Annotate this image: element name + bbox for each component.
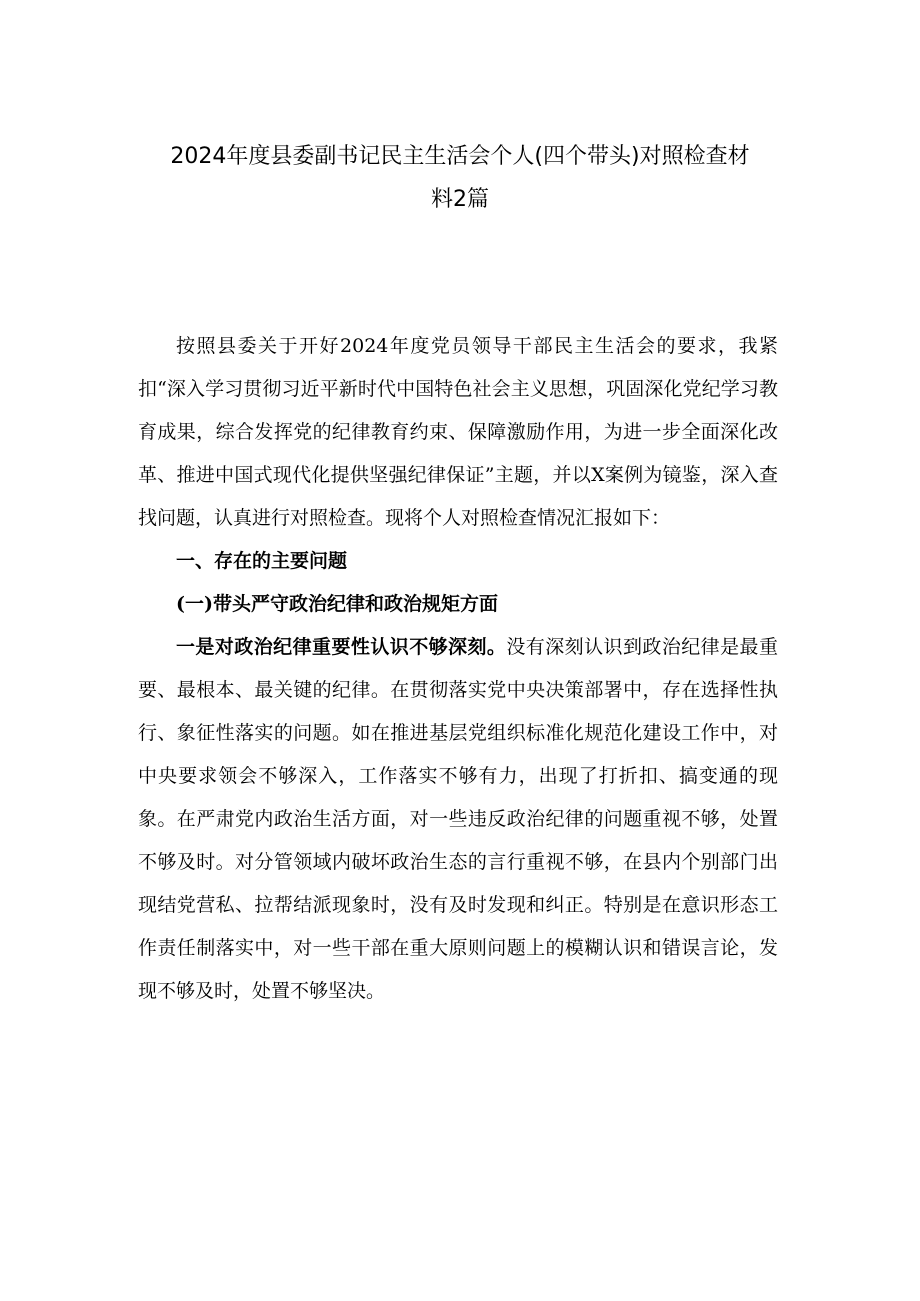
- document-title-line-2: 料2篇: [431, 187, 489, 212]
- paragraph-1-text: 没有深刻认识到政治纪律是最重要、最根本、最关键的纪律。在贯彻落实党中央决策部署中，存在选择性执行、象征性落实的问题。如在推进基层党组织标准化规范化建设工作中，对中央要求领会不够深入，工作落实不够有力，出现了打折扣、搞变通的现象。在严肃党内政治生活方面，对一些违反政治纪律的问题重视不够，处置不够及时。对分管领域内破坏政治生态的言行重视不够，在县内个别部门出现结党营私、拉帮结派现象时，没有及时发现和纠正。特别是在意识形态工作责任制落实中，对一些干部在重大原则问题上的模糊认识和错误言论，发现不够及时，处置不够坚决。: [138, 636, 778, 1002]
- paragraph-1: [138, 626, 778, 1013]
- section-heading: 一、存在的主要问题: [176, 550, 348, 572]
- paragraph-1-lead: 一是对政治纪律重要性认识不够深刻。: [176, 636, 507, 658]
- document-body: [138, 325, 778, 1013]
- subsection-heading: (一)带头严守政治纪律和政治规矩方面: [176, 593, 498, 615]
- intro-paragraph: 按照县委关于开好2024年度党员领导干部民主生活会的要求，我紧扣“深入学习贯彻习近平新时代中国特色社会主义思想，巩固深化党纪学习教育成果，综合发挥党的纪律教育约束、保障激励作用，为进一步全面深化改革、推进中国式现代化提供坚强纪律保证”主题，并以X案例为镜鉴，深入查找问题，认真进行对照检查。现将个人对照检查情况汇报如下：: [138, 335, 778, 529]
- document-title-line-1: 2024年度县委副书记民主生活会个人(四个带头)对照检查材: [170, 144, 750, 169]
